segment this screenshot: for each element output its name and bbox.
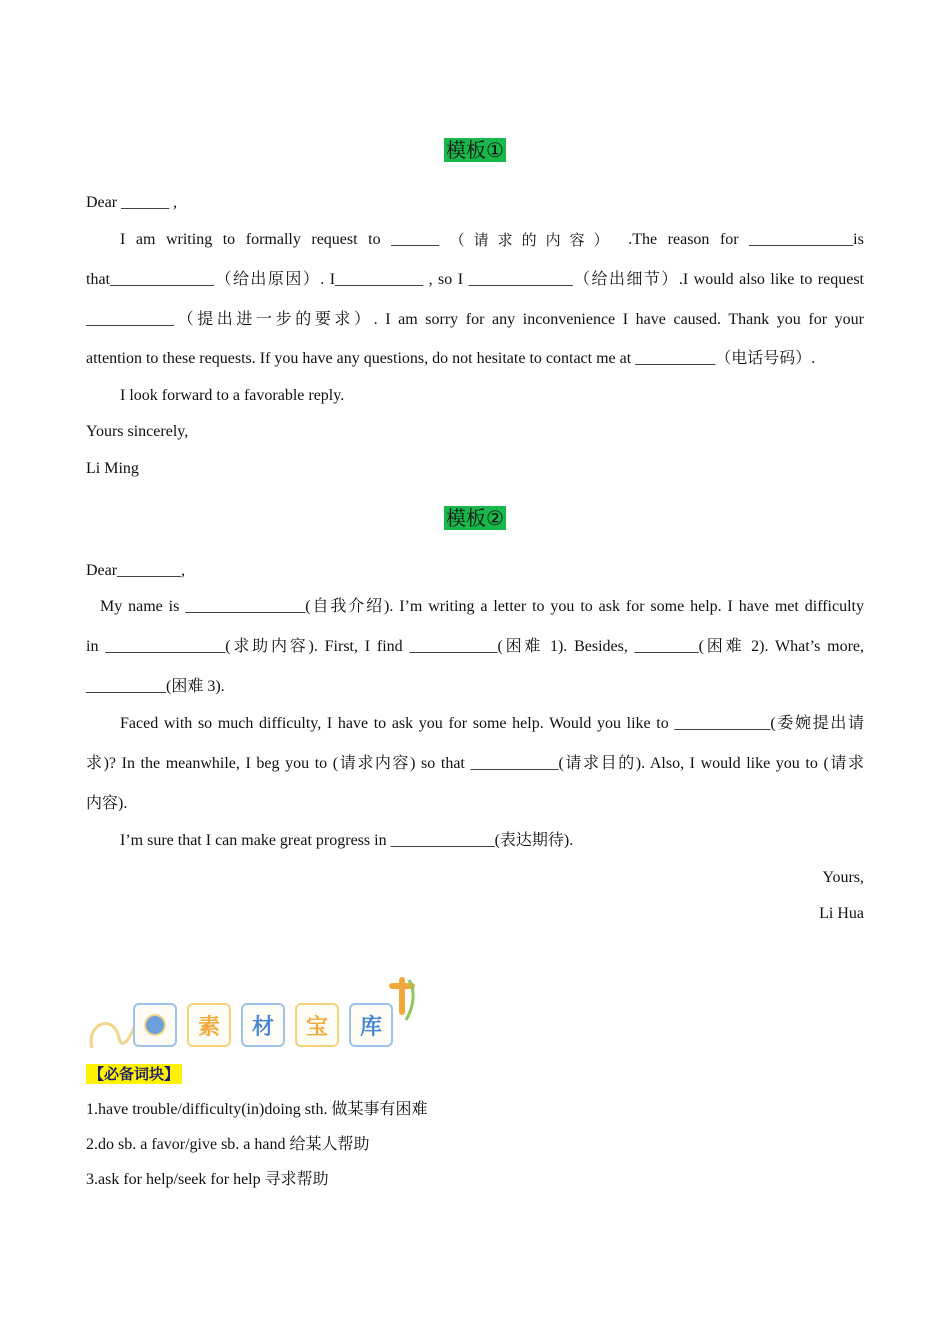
circle-icon — [144, 1014, 166, 1036]
t1-para1-line3: ___________（提出进一步的要求）. I am sorry for any inconvenience I have caused. Thank you for your — [86, 311, 864, 328]
template-2-heading — [0, 506, 950, 530]
vocab-item: 1.have trouble/difficulty(in)doing sth. 做某事有困难 — [86, 1101, 428, 1118]
t2-para1-line2: in _______________(求助内容). First, I find ___________(困难 1). Besides, ________(困难 2). What’s more, — [86, 638, 864, 655]
vocab-item: 3.ask for help/seek for help 寻求帮助 — [86, 1171, 329, 1188]
t1-greeting: Dear ______ , — [86, 194, 178, 211]
banner-tile-1: 素 — [187, 1003, 231, 1047]
t2-para2-line2: 求)? In the meanwhile, I beg you to (请求内容) so that ___________(请求目的). Also, I would like you to (请求 — [86, 755, 864, 772]
banner-tile-2: 材 — [241, 1003, 285, 1047]
t2-para2-line3: 内容). — [86, 795, 128, 812]
t1-para1-line1 — [120, 230, 864, 250]
banner-tile-3: 宝 — [295, 1003, 339, 1047]
word: to — [222, 231, 236, 248]
word: am — [135, 231, 156, 248]
word: to — [368, 231, 381, 248]
word-cn: （请求的内容） — [449, 231, 618, 249]
t1-para1-line2: that_____________（给出原因）. I___________ , so I _____________（给出细节）.I would also like to request — [86, 271, 864, 288]
vocab-tag: 【必备词块】 — [86, 1064, 182, 1084]
banner-tile-4: 库 — [349, 1003, 393, 1047]
t2-signature: Li Hua — [819, 905, 864, 922]
t1-para1-line4: attention to these requests. If you have any questions, do not hesitate to contact me at __________（电话号码）. — [86, 350, 816, 367]
sprout-icon — [392, 980, 412, 1012]
template-1-title: 模板① — [446, 138, 504, 162]
word: I — [120, 231, 126, 248]
word: for — [719, 231, 739, 248]
word: ______ — [391, 231, 440, 248]
word: _____________is — [749, 231, 864, 248]
t1-closing: Yours sincerely, — [86, 423, 189, 440]
template-1-heading — [0, 138, 950, 162]
t1-para2: I look forward to a favorable reply. — [120, 387, 345, 404]
t2-para2-line1: Faced with so much difficulty, I have to ask you for some help. Would you like to ____________(委婉提出请 — [120, 715, 864, 732]
t2-greeting: Dear________, — [86, 562, 186, 579]
t1-signature: Li Ming — [86, 460, 139, 477]
banner-dot-tile — [133, 1003, 177, 1047]
word: writing — [165, 231, 213, 248]
word: formally — [245, 231, 301, 248]
word: reason — [667, 231, 710, 248]
template-2-title: 模板② — [446, 506, 504, 530]
word: request — [311, 231, 358, 248]
word: .The — [628, 231, 658, 248]
t2-para3: I’m sure that I can make great progress in _____________(表达期待). — [120, 832, 574, 849]
t2-para1-line1: My name is _______________(自我介绍). I’m writing a letter to you to ask for some help. I have met difficulty — [100, 598, 864, 615]
vocab-item: 2.do sb. a favor/give sb. a hand 给某人帮助 — [86, 1136, 370, 1153]
t2-closing: Yours, — [822, 869, 864, 886]
t2-para1-line3: __________(困难 3). — [86, 678, 225, 695]
